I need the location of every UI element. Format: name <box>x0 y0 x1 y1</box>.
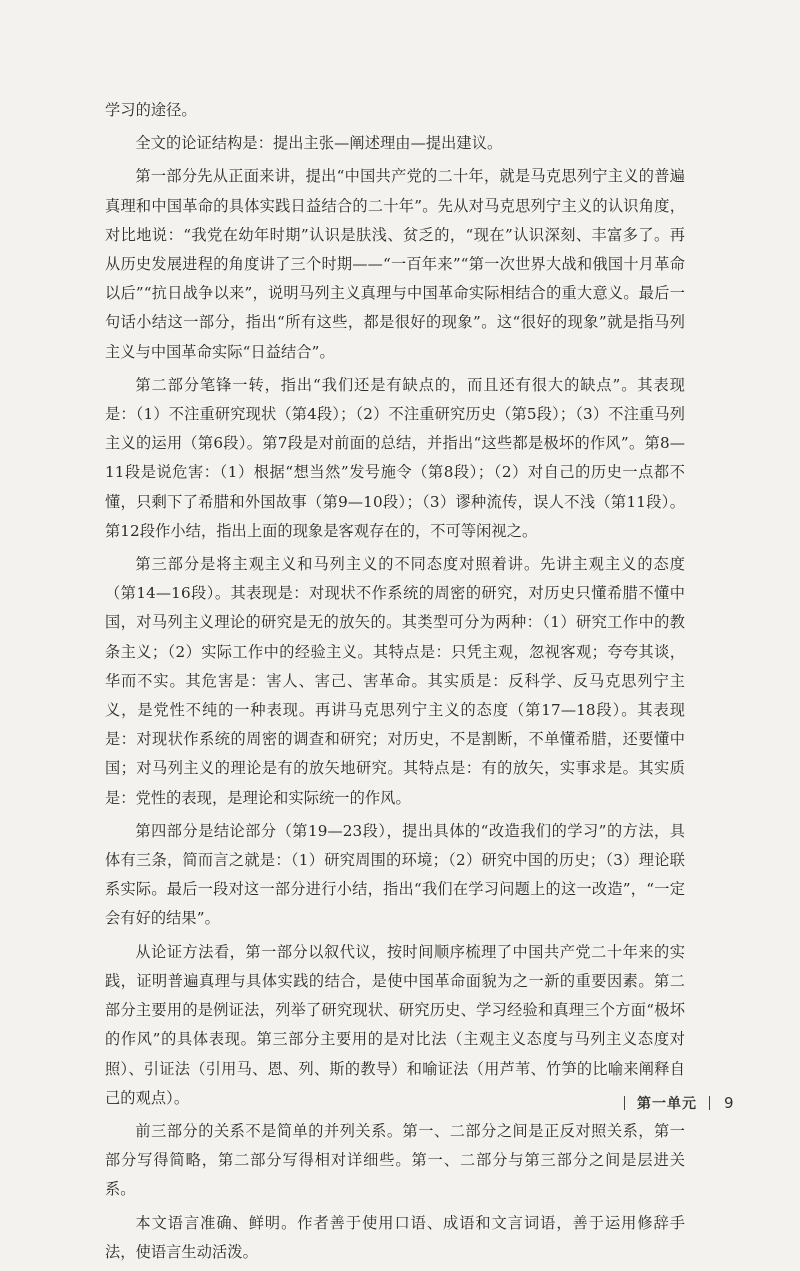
paragraph-part-two: 第二部分笔锋一转，指出“我们还是有缺点的，而且还有很大的缺点”。其表现是：（1）不注重研究现状（第4段）；（2）不注重研究历史（第5段）；（3）不注重马列主义的运用（第6段）。第7段是对前面的总结，并指出“这些都是极坏的作风”。第8—11段是说危害：（1）根据“想当然”发号施令（第8段）；（2）对自己的历史一点都不懂，只剩下了希腊和外国故事（第9—10段）；（3）谬种流传，误人不浅（第11段）。第12段作小结，指出上面的现象是客观存在的，不可等闲视之。 <box>105 375 685 540</box>
paragraph-part-one: 第一部分先从正面来讲，提出“中国共产党的二十年，就是马克思列宁主义的普遍真理和中国革命的具体实践日益结合的二十年”。先从对马克思列宁主义的认识角度，对比地说：“我党在幼年时期”认识是肤浅、贫乏的，“现在”认识深刻、丰富多了。再从历史发展进程的角度讲了三个时期——“一百年来”“第一次世界大战和俄国十月革命以后”“抗日战争以来”，说明马列主义真理与中国革命实际相结合的重大意义。最后一句话小结这一部分，指出“所有这些，都是很好的现象”。这“很好的现象”就是指马列主义与中国革命实际“日益结合”。 <box>105 167 685 361</box>
paragraph-part-relations: 前三部分的关系不是简单的并列关系。第一、二部分之间是正反对照关系，第一部分写得简略，第二部分写得相对详细些。第一、二部分与第三部分之间是层进关系。 <box>105 1121 685 1199</box>
footer-divider-left <box>624 1096 625 1110</box>
paragraph-language-style: 本文语言准确、鲜明。作者善于使用口语、成语和文言词语，善于运用修辞手法，使语言生动活泼。 <box>105 1213 685 1261</box>
footer-divider-right <box>709 1096 710 1110</box>
paragraph-part-three: 第三部分是将主观主义和马列主义的不同态度对照着讲。先讲主观主义的态度（第14—16段）。其表现是：对现状不作系统的周密的研究，对历史只懂希腊不懂中国，对马列主义理论的研究是无的放矢的。其类型可分为两种：（1）研究工作中的教条主义；（2）实际工作中的经验主义。其特点是：只凭主观，忽视客观；夸夸其谈，华而不实。其危害是：害人、害己、害革命。其实质是：反科学、反马克思列宁主义，是党性不纯的一种表现。再讲马克思列宁主义的态度（第17—18段）。其表现是：对现状作系统的周密的调查和研究；对历史，不是割断，不单懂希腊，还要懂中国；对马列主义的理论是有的放矢地研究。其特点是：有的放矢，实事求是。其实质是：党性的表现，是理论和实际统一的作风。 <box>105 555 685 807</box>
paragraph-structure-summary: 全文的论证结构是：提出主张—阐述理由—提出建议。 <box>135 134 503 153</box>
body-text <box>105 96 685 1271</box>
unit-label: 第一单元 <box>637 1096 697 1112</box>
paragraph-continuation: 学习的途径。 <box>105 101 197 119</box>
paragraph-argument-methods: 从论证方法看，第一部分以叙代议，按时间顺序梳理了中国共产党二十年来的实践，证明普遍真理与具体实践的结合，是使中国革命面貌为之一新的重要因素。第二部分主要用的是例证法，列举了研究现状、研究历史、学习经验和真理三个方面“极坏的作风”的具体表现。第三部分主要用的是对比法（主观主义态度与马列主义态度对照）、引证法（引用马、恩、列、斯的教导）和喻证法（用芦苇、竹笋的比喻来阐释自己的观点）。 <box>105 942 685 1107</box>
page-footer <box>624 1091 734 1115</box>
paragraph-part-four: 第四部分是结论部分（第19—23段），提出具体的“改造我们的学习”的方法，具体有三条，简而言之就是：（1）研究周围的环境；（2）研究中国的历史；（3）理论联系实际。最后一段对这一部分进行小结，指出“我们在学习问题上的这一改造”，“一定会有好的结果”。 <box>105 821 685 928</box>
page-number: 9 <box>724 1094 734 1112</box>
